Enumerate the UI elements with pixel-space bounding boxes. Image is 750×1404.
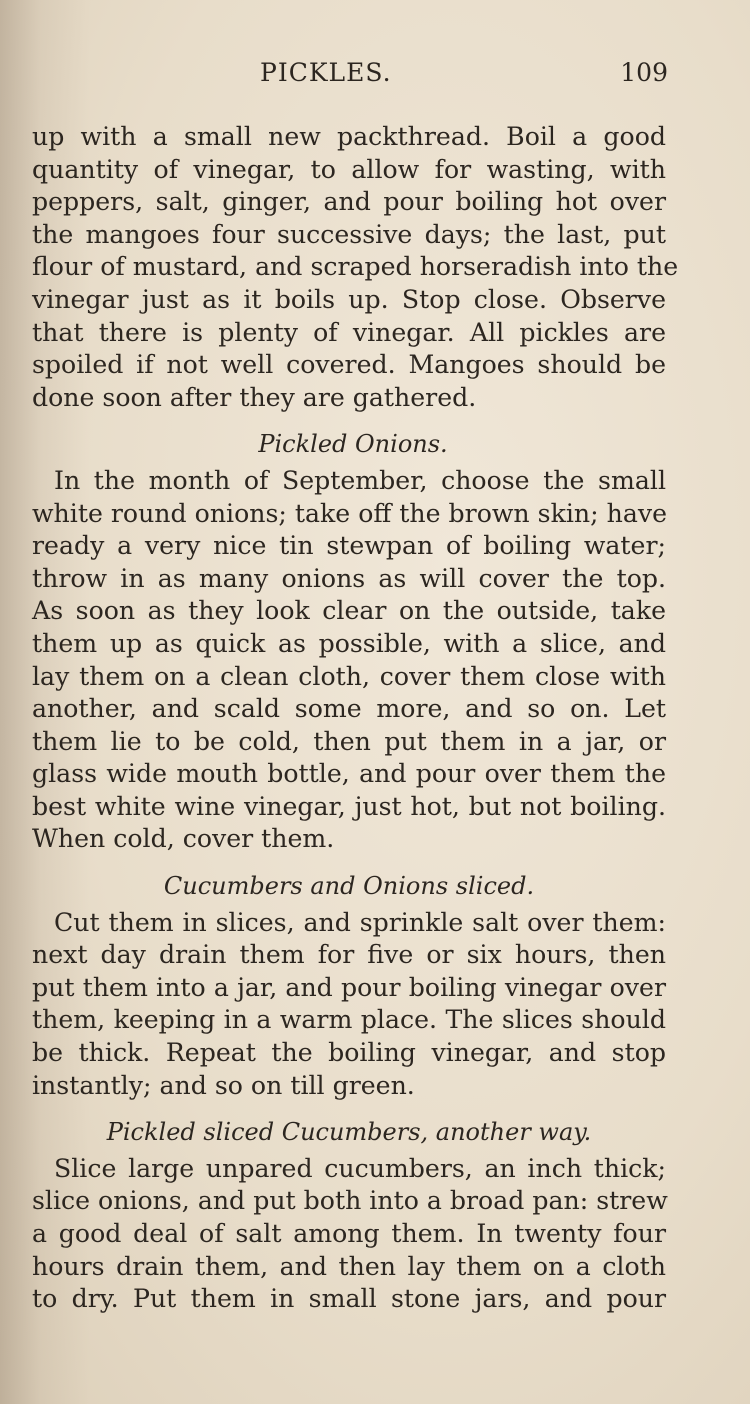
- text-line: lay them on a clean cloth, cover them close with: [32, 661, 666, 691]
- running-header: [32, 58, 668, 98]
- text-line: up with a small new packthread. Boil a good: [32, 122, 666, 151]
- text-line: spoiled if not well covered. Mangoes should be: [32, 350, 666, 380]
- text-line: them, keeping in a warm place. The slices should: [32, 1005, 666, 1035]
- text-line: to dry. Put them in small stone jars, and pour: [32, 1284, 666, 1314]
- paragraph-pickled-sliced-cucumbers: [32, 1153, 666, 1316]
- page-body: [32, 121, 679, 1316]
- text-line: quantity of vinegar, to allow for wasting, with: [32, 154, 666, 184]
- text-line: the mangoes four successive days; the last, put: [32, 219, 666, 249]
- text-line: As soon as they look clear on the outside, take: [32, 596, 666, 626]
- text-line: throw in as many onions as will cover the top.: [32, 563, 666, 593]
- text-line: put them into a jar, and pour boiling vinegar over: [32, 972, 666, 1002]
- text-line: done soon after they are gathered.: [32, 382, 477, 412]
- text-line: Slice large unpared cucumbers, an inch thick;: [54, 1153, 666, 1183]
- running-title: PICKLES.: [260, 58, 392, 87]
- paragraph-cucumbers-onions-sliced: [32, 907, 666, 1103]
- text-line: instantly; and so on till green.: [32, 1070, 415, 1100]
- text-line: a good deal of salt among them. In twenty four: [32, 1219, 666, 1248]
- paragraph-pickled-onions: [32, 465, 666, 856]
- text-line: Cut them in slices, and sprinkle salt over them:: [54, 907, 666, 937]
- text-line: best white wine vinegar, just hot, but not boiling.: [32, 791, 666, 821]
- text-line: vinegar just as it boils up. Stop close. Observe: [32, 284, 666, 314]
- text-line: next day drain them for five or six hours, then: [32, 940, 666, 970]
- text-line: In the month of September, choose the small: [54, 465, 666, 495]
- paragraph-continuation: [32, 121, 679, 414]
- text-line: them lie to be cold, then put them in a jar, or: [32, 726, 666, 756]
- text-line: glass wide mouth bottle, and pour over them the: [32, 759, 666, 789]
- section-heading-cucumbers-onions-sliced: Cucumbers and Onions sliced.: [163, 872, 535, 901]
- text-line: be thick. Repeat the boiling vinegar, and stop: [32, 1038, 666, 1068]
- text-line: When cold, cover them.: [32, 824, 335, 854]
- text-line: ready a very nice tin stewpan of boiling water;: [32, 531, 666, 561]
- text-line: hours drain them, and then lay them on a cloth: [32, 1251, 666, 1281]
- section-heading-pickled-sliced-cucumbers: Pickled sliced Cucumbers, another way.: [106, 1118, 592, 1147]
- text-line: peppers, salt, ginger, and pour boiling hot over: [32, 187, 666, 217]
- text-line: another, and scald some more, and so on. Let: [32, 694, 666, 724]
- text-line: white round onions; take off the brown skin; have: [32, 498, 667, 528]
- text-line: flour of mustard, and scraped horseradish into the: [32, 252, 679, 282]
- text-line: them up as quick as possible, with a slice, and: [32, 628, 666, 658]
- section-heading-pickled-onions: Pickled Onions.: [258, 430, 448, 459]
- text-line: that there is plenty of vinegar. All pickles are: [32, 317, 666, 347]
- page-number: 109: [620, 58, 668, 87]
- text-line: slice onions, and put both into a broad pan: strew: [32, 1186, 668, 1216]
